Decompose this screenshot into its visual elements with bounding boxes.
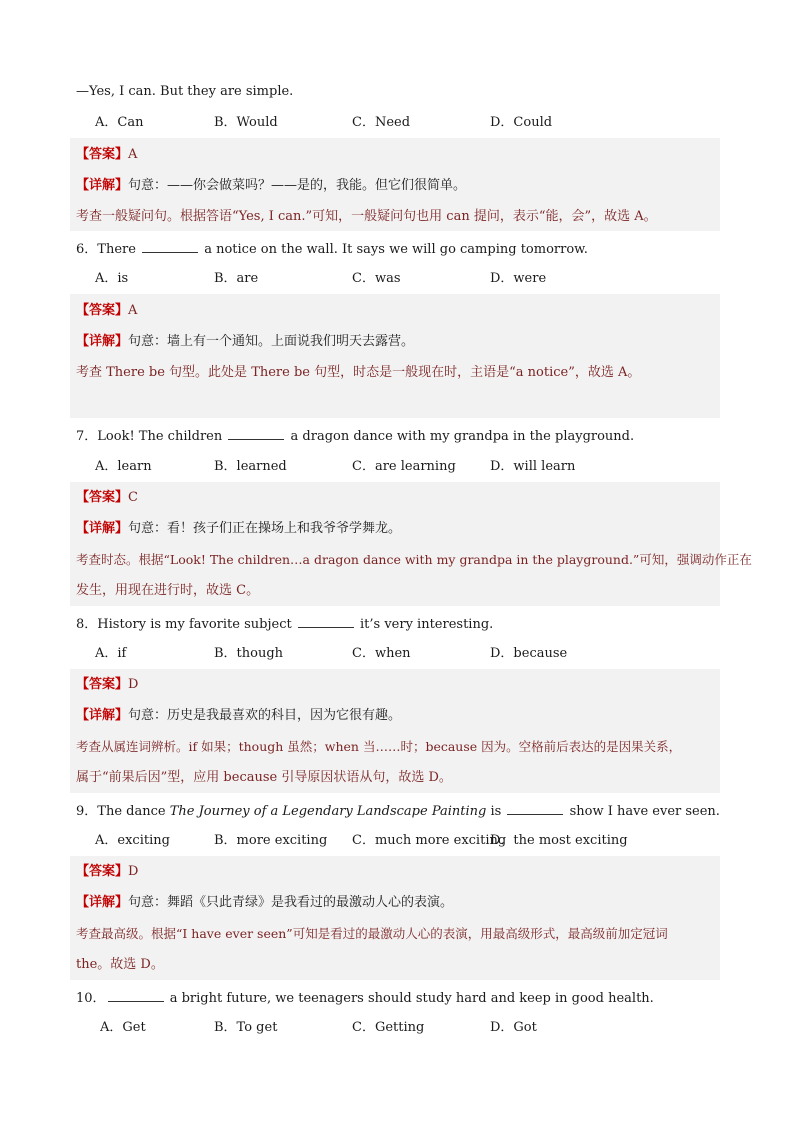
q6-question: 6．There a notice on the wall. It says we will go camping tomorrow. bbox=[76, 242, 588, 257]
q6-blank bbox=[142, 240, 198, 253]
q7-option-b: B．learned bbox=[214, 459, 287, 474]
q6-option-c: C．was bbox=[352, 271, 401, 286]
dialogue-answer: —Yes, I can. But they are simple. bbox=[76, 84, 294, 99]
q5-option-a: A．Can bbox=[95, 115, 144, 130]
q5-answer bbox=[76, 147, 137, 163]
q7-question: 7．Look! The children a dragon dance with my grandpa in the playground. bbox=[76, 429, 635, 444]
q6-detail-1: 【详解】句意：墙上有一个通知。上面说我们明天去露营。 bbox=[76, 334, 415, 349]
q9-dance-title: The Journey of a Legendary Landscape Painting bbox=[169, 804, 487, 819]
q6-option-d: D．were bbox=[490, 271, 547, 286]
q8-question: 8．History is my favorite subject it’s very interesting. bbox=[76, 617, 494, 632]
q8-option-c: C．when bbox=[352, 646, 411, 661]
q9-detail-3: the。故选 D。 bbox=[76, 957, 164, 972]
q8-option-d: D．because bbox=[490, 646, 568, 661]
q7-detail-2: 考查时态。根据“Look! The children…a dragon dance with my grandpa in the playground.”可知，强调动作正在 bbox=[76, 552, 752, 567]
q5-option-c: C．Need bbox=[352, 115, 411, 130]
q9-option-c: C．much more exciting bbox=[352, 833, 507, 848]
q8-blank bbox=[298, 615, 354, 628]
q9-option-a: A．exciting bbox=[95, 833, 170, 848]
q10-question: 10． a bright future, we teenagers should study hard and keep in good health. bbox=[76, 991, 654, 1006]
q10-option-d: D．Got bbox=[490, 1020, 537, 1035]
q5-detail-2: 考查一般疑问句。根据答语“Yes, I can.”可知，一般疑问句也用 can 提问，表示“能，会”，故选 A。 bbox=[76, 209, 657, 224]
q8-option-a: A．if bbox=[95, 646, 127, 661]
q10-blank bbox=[108, 989, 164, 1002]
q10-option-c: C．Getting bbox=[352, 1020, 425, 1035]
q9-answer: 【答案】D bbox=[76, 864, 139, 879]
q9-option-d: D．the most exciting bbox=[490, 833, 628, 848]
q7-option-a: A．learn bbox=[95, 459, 152, 474]
q8-detail-3: 属于“前果后因”型，应用 because 引导原因状语从句，故选 D。 bbox=[76, 770, 452, 785]
q8-answer: 【答案】D bbox=[76, 677, 139, 692]
detail-tag: 【详解】 bbox=[76, 178, 129, 193]
q6-option-b: B．are bbox=[214, 271, 259, 286]
answer-tag: 【答案】 bbox=[76, 147, 129, 162]
q5-answer-value: A bbox=[128, 147, 138, 162]
q9-detail-1: 【详解】句意：舞蹈《只此青绿》是我看过的最激动人心的表演。 bbox=[76, 895, 454, 910]
q10-option-b: B．To get bbox=[214, 1020, 278, 1035]
q10-option-a: A．Get bbox=[100, 1020, 146, 1035]
q7-detail-3: 发生，用现在进行时，故选 C。 bbox=[76, 583, 260, 598]
q8-detail-1: 【详解】句意：历史是我最喜欢的科目，因为它很有趣。 bbox=[76, 708, 402, 723]
q9-detail-2: 考查最高级。根据“I have ever seen”可知是看过的最激动人心的表演，用最高级形式，最高级前加定冠词 bbox=[76, 926, 668, 941]
q7-answer: 【答案】C bbox=[76, 490, 138, 505]
q6-explanation-box bbox=[70, 294, 720, 418]
q7-option-c: C．are learning bbox=[352, 459, 456, 474]
q5-option-b: B．Would bbox=[214, 115, 278, 130]
q5-detail-1: 【详解】句意：——你会做菜吗？——是的，我能。但它们很简单。 bbox=[76, 178, 467, 193]
q8-detail-2: 考查从属连词辨析。if 如果；though 虽然；when 当……时；because 因为。空格前后表达的是因果关系， bbox=[76, 739, 682, 754]
q7-blank bbox=[228, 427, 284, 440]
q9-question: 9．The dance The Journey of a Legendary Landscape Painting is show I have ever seen. bbox=[76, 804, 720, 819]
q6-detail-2: 考查 There be 句型。此处是 There be 句型，时态是一般现在时，主语是“a notice”，故选 A。 bbox=[76, 365, 641, 380]
q6-option-a: A．is bbox=[95, 271, 129, 286]
q9-explanation-box bbox=[70, 856, 720, 980]
q8-option-b: B．though bbox=[214, 646, 284, 661]
q9-option-b: B．more exciting bbox=[214, 833, 328, 848]
q6-answer: 【答案】A bbox=[76, 303, 138, 318]
q5-option-d: D．Could bbox=[490, 115, 553, 130]
q9-blank bbox=[507, 802, 563, 815]
q7-option-d: D．will learn bbox=[490, 459, 576, 474]
q7-detail-1: 【详解】句意：看！孩子们正在操场上和我爷爷学舞龙。 bbox=[76, 521, 402, 536]
